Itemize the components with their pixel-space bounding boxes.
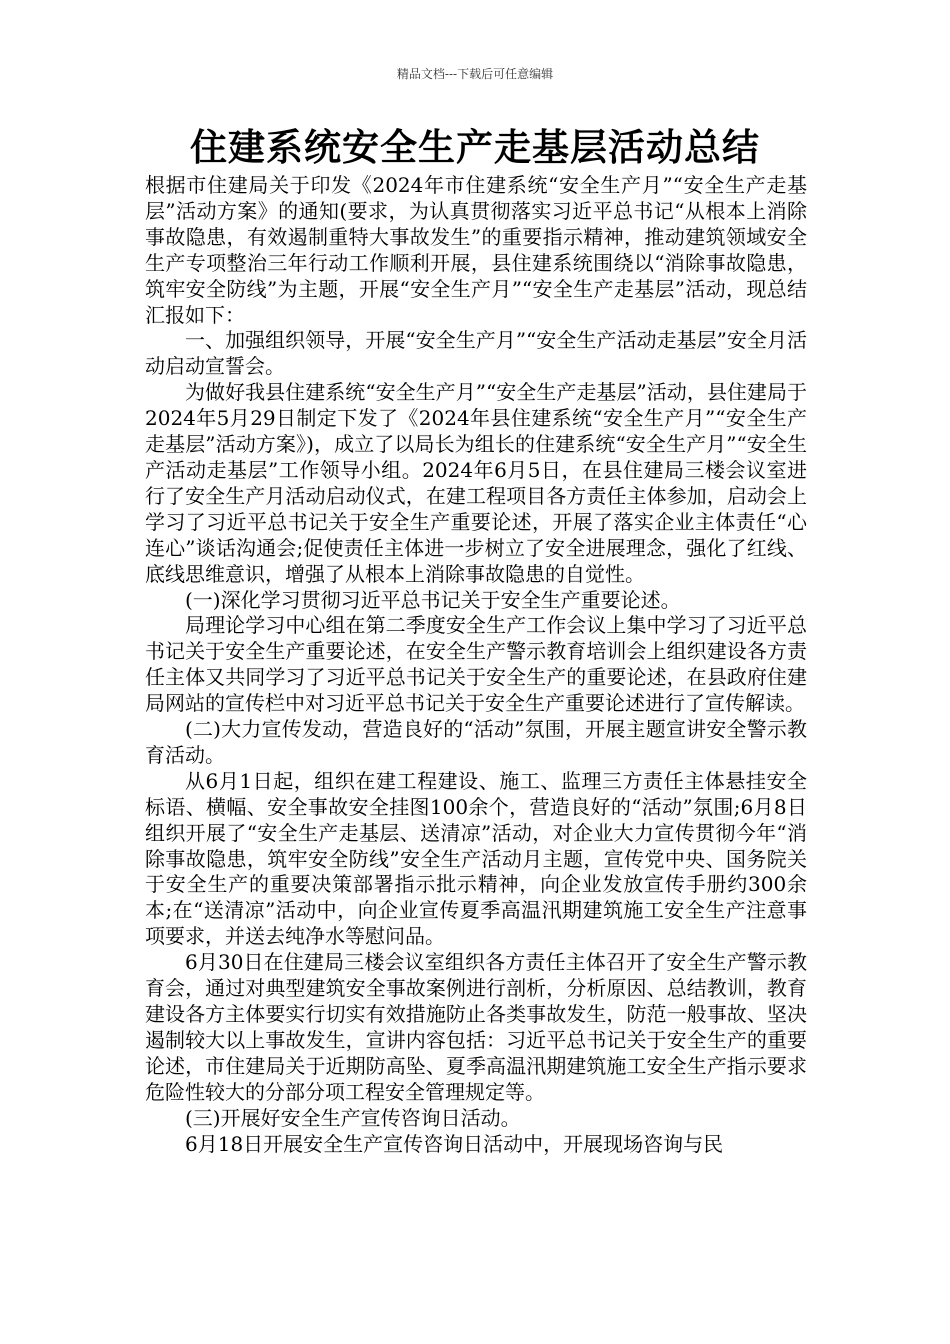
section-heading-1: 一、加强组织领导，开展“安全生产月”“安全生产活动走基层”安全月活动启动宣誓会。 — [145, 328, 807, 379]
subsection-heading-1: (一)深化学习贯彻习近平总书记关于安全生产重要论述。 — [185, 587, 681, 612]
header-note: 精品文档---下载后可任意编辑 — [396, 67, 554, 81]
subsection-heading-2: (二)大力宣传发动，营造良好的“活动”氛围，开展主题宣讲安全警示教育活动。 — [145, 717, 807, 767]
body-paragraph: 6月18日开展安全生产宣传咨询日活动中，开展现场咨询与民 — [185, 1131, 724, 1156]
document-body — [145, 173, 807, 1157]
body-paragraph: 局理论学习中心组在第二季度安全生产工作会议上集中学习了习近平总书记关于安全生产重要论述，在安全生产警示教育培训会上组织建设各方责任主体又共同学习了习近平总书记关于安全生产的重要论述，在县政府住建局网站的宣传栏中对习近平总书记关于安全生产重要论述进行了宣传解读。 — [145, 613, 807, 716]
body-paragraph: 从6月1日起，组织在建工程建设、施工、监理三方责任主体悬挂安全标语、横幅、安全事故安全挂图100余个，营造良好的“活动”氛围;6月8日组织开展了“安全生产走基层、送清凉”活动，对企业大力宣传贯彻今年“消除事故隐患，筑牢安全防线”安全生产活动月主题，宣传党中央、国务院关于安全生产的重要决策部署指示批示精神，向企业发放宣传手册约300余本;在“送清凉”活动中，向企业宣传夏季高温汛期建筑施工安全生产注意事项要求，并送去纯净水等慰问品。 — [145, 768, 807, 949]
body-paragraph: 6月30日在住建局三楼会议室组织各方责任主体召开了安全生产警示教育会，通过对典型建筑安全事故案例进行剖析，分析原因、总结教训，教育建设各方主体要实行切实有效措施防止各类事故发生，防范一般事故、坚决遏制较大以上事故发生，宣讲内容包括：习近平总书记关于安全生产的重要论述，市住建局关于近期防高坠、夏季高温汛期建筑施工安全生产指示要求危险性较大的分部分项工程安全管理规定等。 — [145, 950, 807, 1104]
document-title: 住建系统安全生产走基层活动总结 — [190, 126, 760, 169]
body-paragraph: 为做好我县住建系统“安全生产月”“安全生产走基层”活动，县住建局于2024年5月29日制定下发了《2024年县住建系统“安全生产月”“安全生产走基层”活动方案》)，成立了以局长为组长的住建系统“安全生产月”“安全生产活动走基层”工作领导小组。2024年6月5日，在县住建局三楼会议室进行了安全生产月活动启动仪式，在建工程项目各方责任主体参加，启动会上学习了习近平总书记关于安全生产重要论述，开展了落实企业主体责任“心连心”谈话沟通会;促使责任主体进一步树立了安全进展理念，强化了红线、底线思维意识，增强了从根本上消除事故隐患的自觉性。 — [145, 380, 807, 586]
intro-paragraph: 根据市住建局关于印发《2024年市住建系统“安全生产月”“安全生产走基层”活动方案》的通知(要求，为认真贯彻落实习近平总书记“从根本上消除事故隐患，有效遏制重特大事故发生”的重要指示精神，推动建筑领域安全生产专项整治三年行动工作顺利开展，县住建系统围绕以“消除事故隐患，筑牢安全防线”为主题，开展“安全生产月”“安全生产走基层”活动，现总结汇报如下： — [145, 173, 807, 327]
subsection-heading-3: (三)开展好安全生产宣传咨询日活动。 — [185, 1105, 521, 1130]
